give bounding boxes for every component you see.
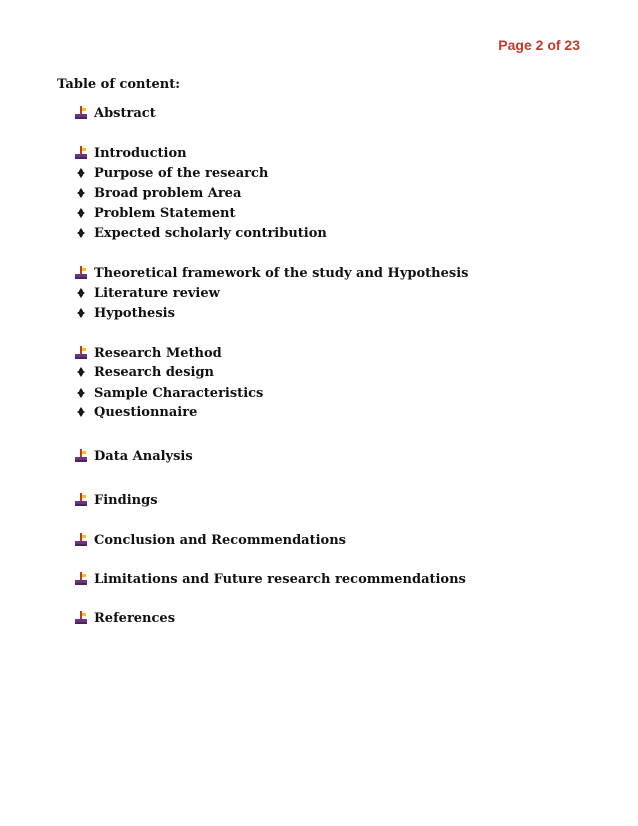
diamond-bullet-icon — [74, 404, 88, 420]
page-number: Page 2 of 23 — [498, 37, 580, 53]
toc-entry-label: Conclusion and Recommendations — [94, 532, 346, 548]
pushpin-icon — [74, 265, 88, 281]
pushpin-icon — [74, 610, 88, 626]
diamond-bullet-icon — [74, 225, 88, 241]
pushpin-icon — [74, 492, 88, 508]
pushpin-icon — [74, 448, 88, 464]
toc-entry — [74, 383, 263, 403]
toc-entry-label: Sample Characteristics — [94, 385, 264, 401]
toc-entry-label: Abstract — [94, 105, 156, 121]
toc-entry-label: Hypothesis — [94, 305, 175, 321]
toc-entry-label: Research design — [94, 364, 214, 380]
diamond-bullet-icon — [74, 364, 88, 380]
toc-entry — [74, 143, 187, 163]
pushpin-icon — [74, 145, 88, 161]
toc-entry-label: Research Method — [94, 345, 222, 361]
diamond-bullet-icon — [74, 285, 88, 301]
toc-entry — [74, 490, 158, 510]
pushpin-icon — [74, 105, 88, 121]
toc-entry — [74, 203, 235, 223]
toc-entry-label: Problem Statement — [94, 205, 236, 221]
toc-entry-label: Broad problem Area — [94, 185, 242, 201]
diamond-bullet-icon — [74, 165, 88, 181]
toc-entry-label: Introduction — [94, 145, 187, 161]
toc-entry — [74, 608, 175, 628]
toc-entry — [74, 446, 193, 466]
diamond-bullet-icon — [74, 305, 88, 321]
toc-entry — [74, 103, 156, 123]
pushpin-icon — [74, 345, 88, 361]
toc-entry — [74, 569, 466, 589]
toc-entry-label: Purpose of the research — [94, 165, 269, 181]
toc-entry — [74, 402, 197, 422]
diamond-bullet-icon — [74, 205, 88, 221]
toc-entry-label: References — [94, 610, 176, 626]
toc-entry — [74, 362, 214, 382]
diamond-bullet-icon — [74, 185, 88, 201]
toc-entry — [74, 263, 468, 283]
toc-entry — [74, 343, 222, 363]
toc-entry-label: Theoretical framework of the study and Hypothesis — [94, 265, 469, 281]
toc-entry-label: Literature review — [94, 285, 220, 301]
toc-entry — [74, 163, 268, 183]
toc-entry — [74, 183, 241, 203]
toc-entry-label: Expected scholarly contribution — [94, 225, 327, 241]
toc-entry — [74, 283, 220, 303]
toc-heading: Table of content: — [57, 77, 181, 92]
toc-entry-label: Limitations and Future research recommendations — [94, 571, 466, 587]
pushpin-icon — [74, 532, 88, 548]
toc-entry-label: Questionnaire — [94, 404, 198, 420]
diamond-bullet-icon — [74, 385, 88, 401]
toc-entry — [74, 530, 346, 550]
toc-entry-label: Findings — [94, 492, 158, 508]
toc-entry-label: Data Analysis — [94, 448, 193, 464]
toc-entry — [74, 303, 175, 323]
toc-entry — [74, 223, 327, 243]
pushpin-icon — [74, 571, 88, 587]
